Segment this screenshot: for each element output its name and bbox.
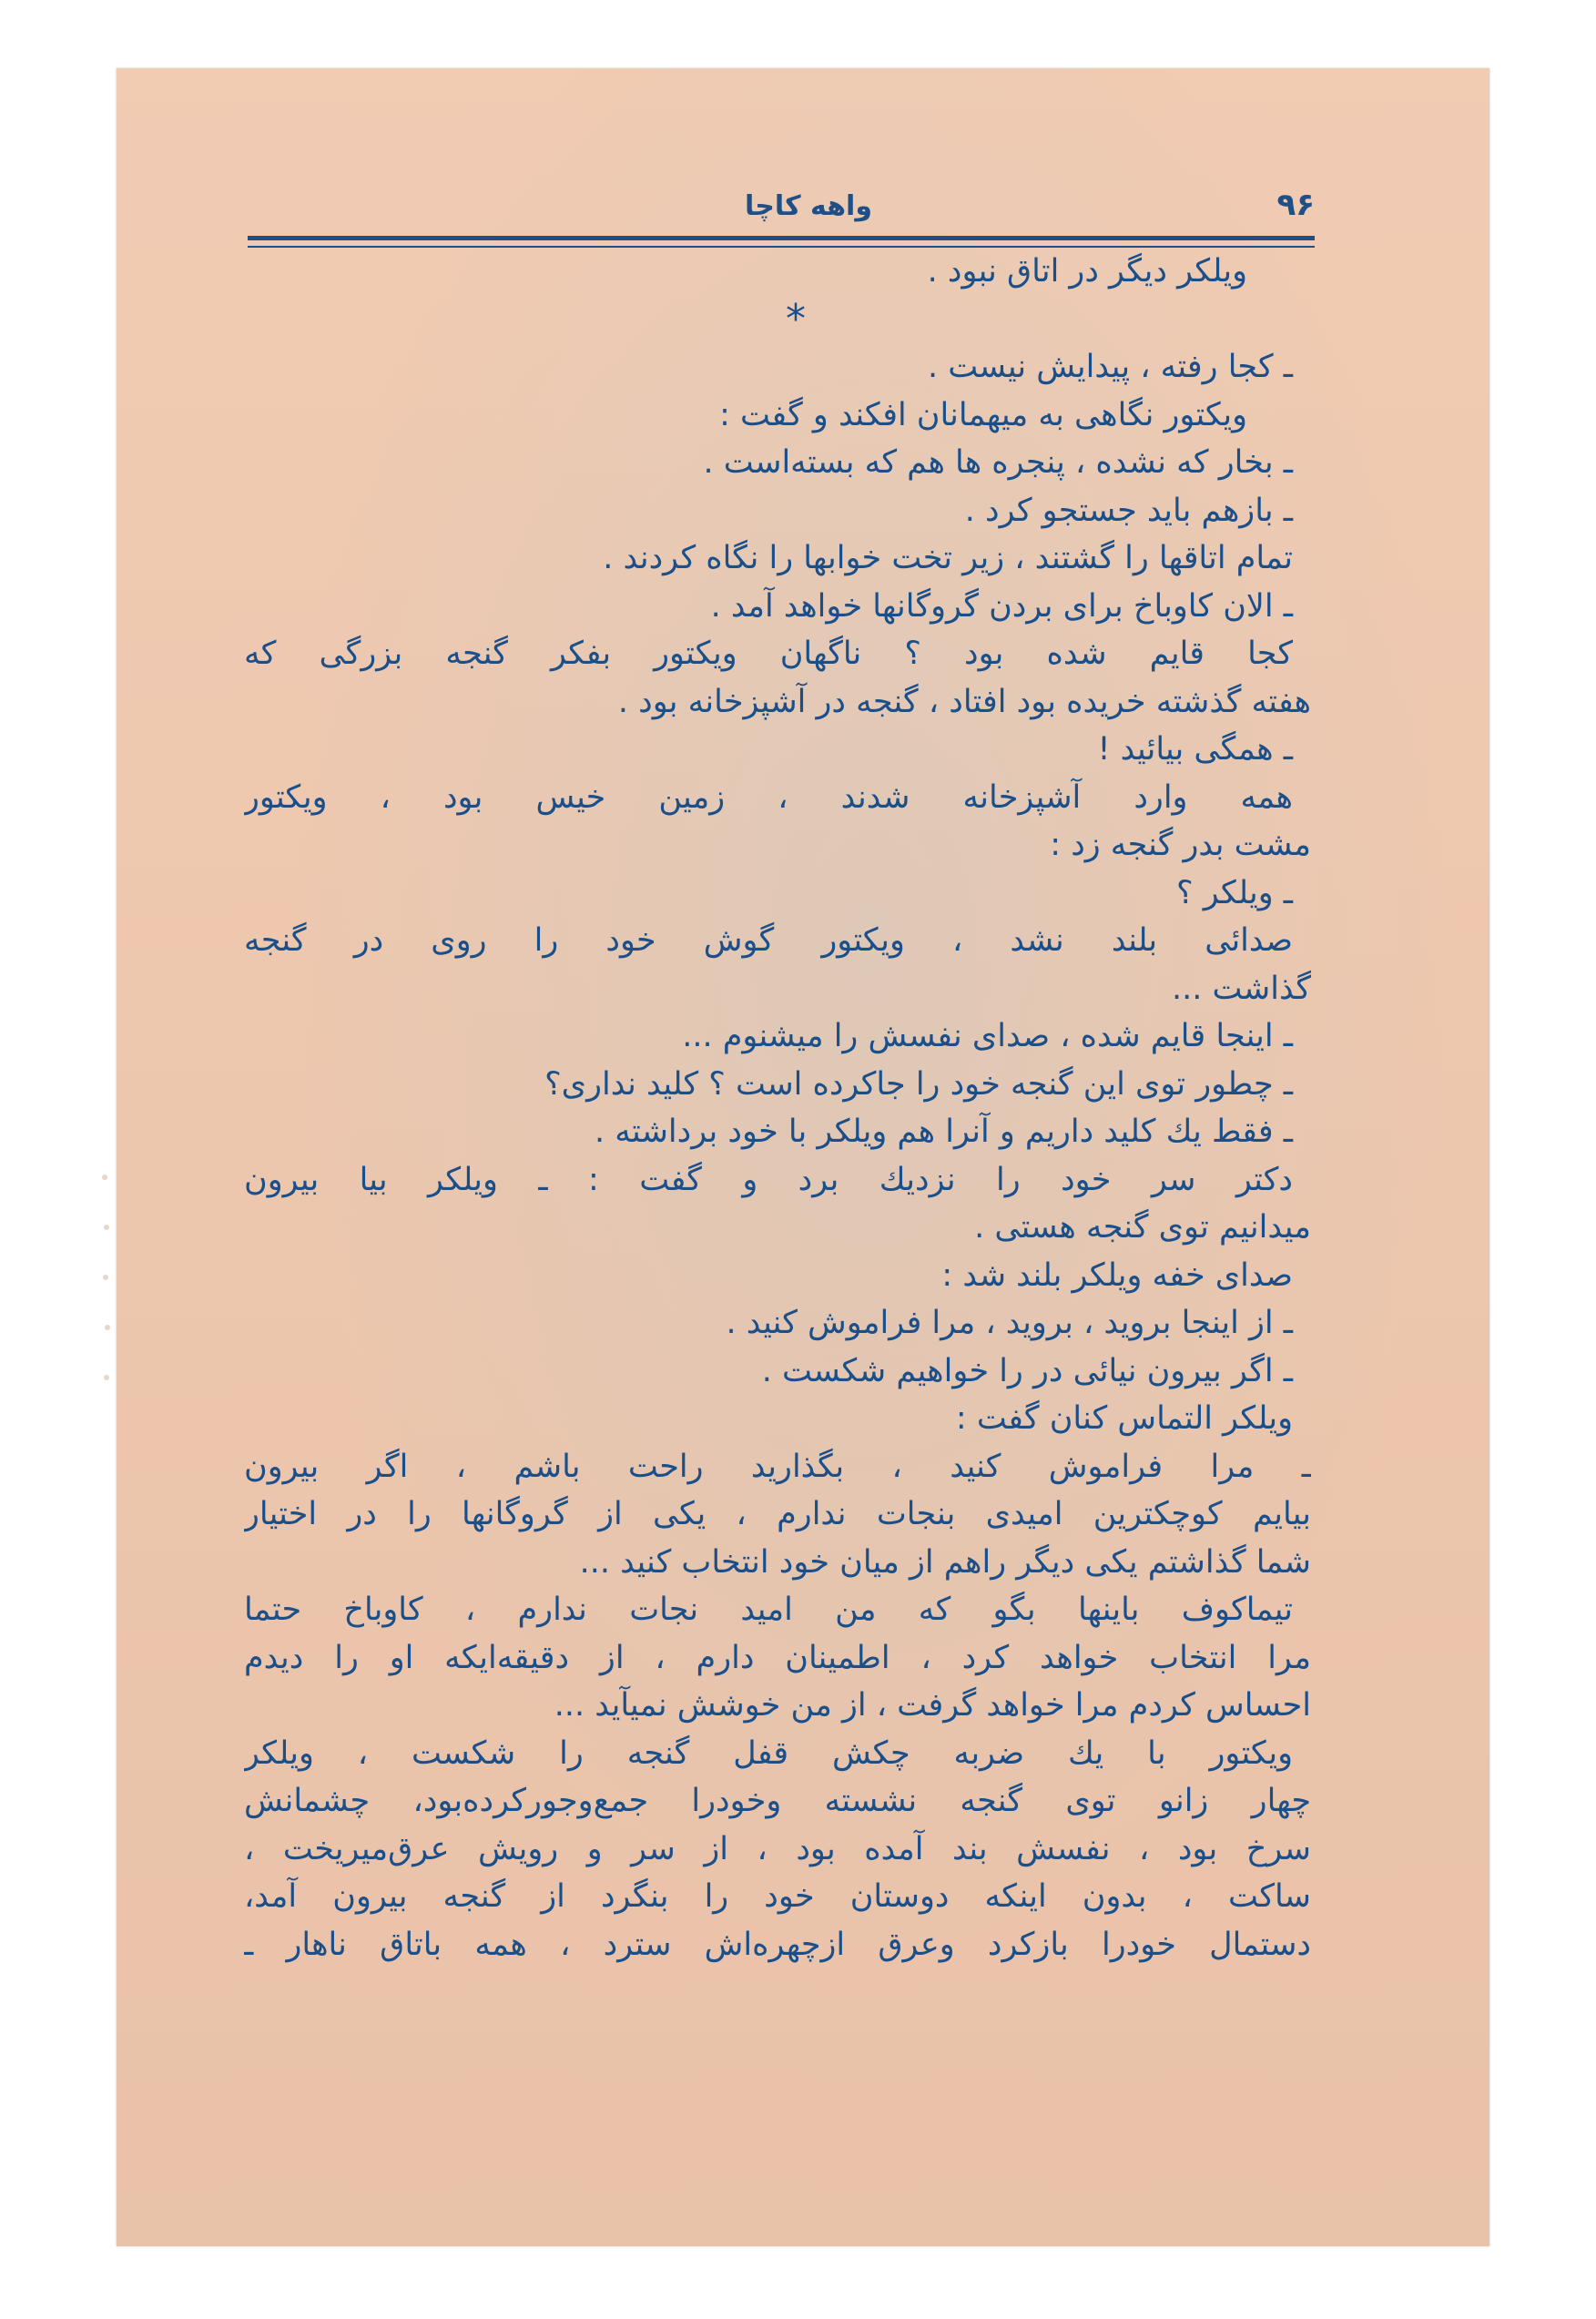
body-text [244, 248, 1311, 1968]
page-header [248, 187, 1315, 234]
text-line: ـ از اینجا بروید ، بروید ، مرا فراموش کنید . [726, 1305, 1293, 1341]
text-line: ویکتور با یك ضربه چکش قفل گنجه را شکست ، ویلکر [244, 1734, 1293, 1772]
text-line: ـ همگی بیائید ! [1097, 731, 1293, 768]
binding-hole [103, 1275, 108, 1280]
text-line: ویلکر دیگر در اتاق نبود . [927, 253, 1247, 290]
text-line: کجا قایم شده بود ؟ ناگهان ویکتور بفکر گنجه بزرگی که [244, 636, 1293, 672]
text-line: تیماکوف باینها بگو که من امید نجات ندارم ، کاوباخ حتما [244, 1592, 1293, 1628]
binding-hole [104, 1375, 109, 1380]
text-line: ـ بخار که نشده ، پنجره ها هم که بسته‌است . [703, 444, 1293, 481]
text-line: ـ کجا رفته ، پیدایش نیست . [928, 349, 1293, 385]
text-line: ساکت ، بدون اینکه دوستان خود را بنگرد از گنجه بیرون آمد، [244, 1878, 1311, 1915]
text-line: ـ چطور توی این گنجه خود را جاکرده است ؟ کلید نداری؟ [544, 1065, 1293, 1103]
text-line: سرخ بود ، نفسش بند آمده بود ، از سر و رویش عرق‌میریخت ، [244, 1830, 1311, 1867]
section-break [244, 296, 1311, 344]
text-line: ـ اگر بیرون نیائی در را خواهیم شکست . [761, 1352, 1293, 1389]
text-line: احساس کردم مرا خواهد گرفت ، از من خوشش نمیآید ... [554, 1687, 1311, 1724]
text-line: چهار زانو توی گنجه نشسته وخودرا جمع‌وجورکرده‌بود، چشمانش [244, 1783, 1311, 1819]
text-line: بیایم کوچکترین امیدی بنجات ندارم ، یکی از گروگانها را در اختیار [244, 1496, 1311, 1532]
text-line: هفته گذشته خریده بود افتاد ، گنجه در آشپزخانه بود . [617, 683, 1311, 720]
text-line: همه وارد آشپزخانه شدند ، زمین خیس بود ، ویکتور [244, 778, 1293, 816]
text-line: ویلکر التماس کنان گفت : [955, 1400, 1293, 1437]
text-line: تمام اتاقها را گشتند ، زیر تخت خوابها را نگاه کردند . [603, 540, 1293, 576]
asterism: * [786, 295, 806, 342]
binding-hole [104, 1225, 109, 1230]
text-line: دکتر سر خود را نزدیك برد و گفت : ـ ویلکر بیا بیرون [244, 1161, 1293, 1198]
text-line: ـ فقط یك کلید داریم و آنرا هم ویلکر با خود برداشته . [595, 1114, 1293, 1150]
text-line: صدای خفه ویلکر بلند شد : [941, 1256, 1293, 1294]
text-line: ـ بازهم باید جستجو کرد . [964, 492, 1293, 529]
text-line: ـ ویلکر ؟ [1176, 874, 1293, 911]
text-line: گذاشت ... [1172, 970, 1311, 1007]
text-line: میدانیم توی گنجه هستی . [974, 1209, 1311, 1246]
binding-hole [105, 1325, 110, 1330]
text-line: ـ مرا فراموش کنید ، بگذارید راحت باشم ، اگر بیرون [244, 1448, 1311, 1485]
text-line: ـ اینجا قایم شده ، صدای نفسش را میشنوم ... [682, 1018, 1293, 1054]
text-line: مشت بدر گنجه زد : [1050, 827, 1311, 863]
text-line: ـ الان کاوباخ برای بردن گروگانها خواهد آمد . [710, 587, 1293, 625]
running-title: واهه کاچا [745, 190, 872, 222]
page-number: ۹۶ [1276, 187, 1315, 223]
text-line: مرا انتخاب خواهد کرد ، اطمینان دارم ، از دقیقه‌ایکه او را دیدم [244, 1639, 1311, 1676]
text-line: صدائی بلند نشد ، ویکتور گوش خود را روی در گنجه [244, 922, 1293, 959]
text-line: ویکتور نگاهی به میهمانان افکند و گفت : [719, 396, 1247, 433]
text-line: شما گذاشتم یکی دیگر راهم از میان خود انتخاب کنید ... [579, 1543, 1311, 1581]
text-line: دستمال خودرا بازکرد وعرق ازچهره‌اش سترد ، همه باتاق ناهار ـ [244, 1926, 1311, 1963]
binding-hole [102, 1175, 107, 1180]
header-rule [248, 236, 1315, 240]
